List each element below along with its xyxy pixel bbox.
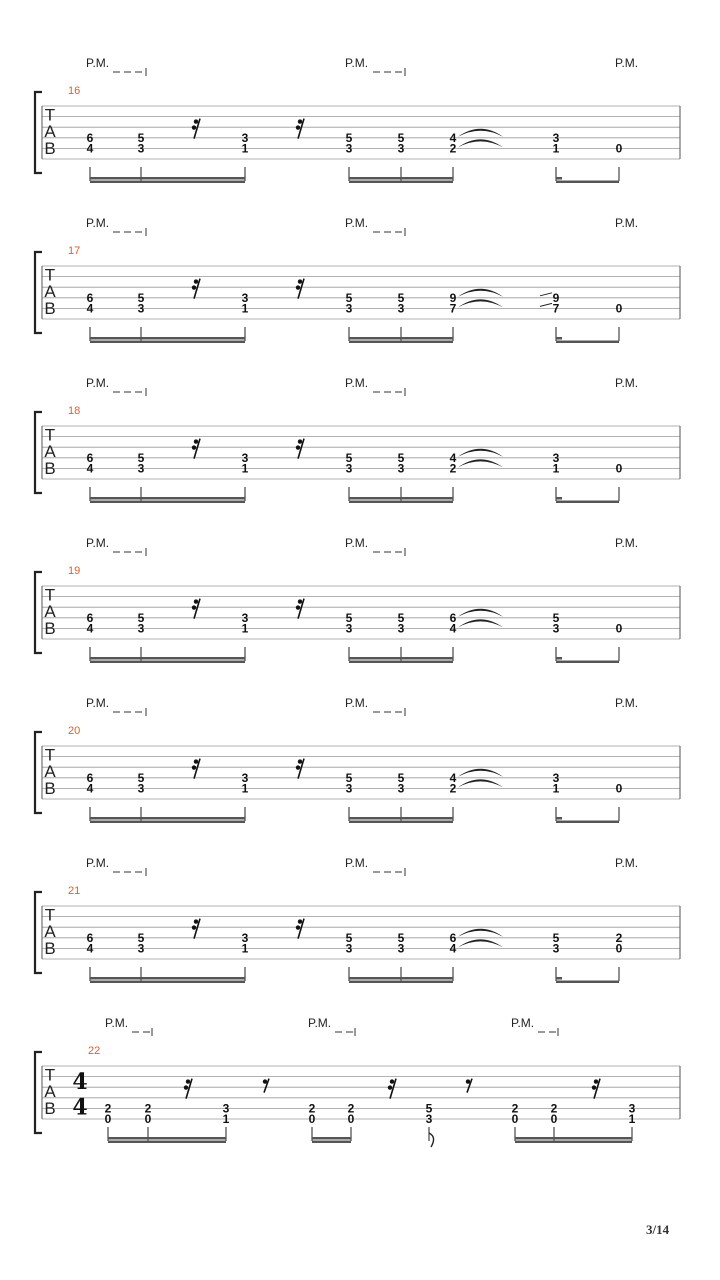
sixteenth-rest-flag xyxy=(298,919,302,923)
beam xyxy=(556,341,619,344)
fret-number: 5 xyxy=(137,930,145,945)
palm-mute-label: P.M. xyxy=(615,696,639,710)
fret-number: 7 xyxy=(449,301,457,316)
beam xyxy=(349,821,453,824)
tie-arc xyxy=(458,769,503,777)
time-signature-bottom: 4 xyxy=(72,1094,88,1121)
sixteenth-rest-flag xyxy=(192,925,196,929)
fret-number: 3 xyxy=(552,450,560,465)
beam xyxy=(349,657,453,660)
system-17 xyxy=(35,216,680,343)
system-20 xyxy=(35,696,680,823)
sixteenth-rest-flag xyxy=(296,125,300,129)
fret-number: 3 xyxy=(397,781,405,796)
tab-clef-b: B xyxy=(44,619,56,638)
sixteenth-rest-flag xyxy=(194,599,198,603)
sixteenth-rest-flag xyxy=(296,765,300,769)
fret-number: 1 xyxy=(241,781,249,796)
fret-number: 3 xyxy=(397,301,405,316)
palm-mute-label: P.M. xyxy=(615,216,639,230)
system-21 xyxy=(35,856,680,983)
system-22 xyxy=(35,1016,680,1147)
fret-number: 0 xyxy=(104,1112,112,1126)
measure-number: 17 xyxy=(68,245,81,257)
fret-number: 1 xyxy=(222,1112,230,1126)
fret-number: 5 xyxy=(345,130,353,145)
fret-number: 0 xyxy=(615,941,623,956)
measure-number: 19 xyxy=(68,565,81,577)
fret-number: 4 xyxy=(449,770,457,785)
tie-arc xyxy=(458,619,503,627)
fret-number: 3 xyxy=(241,450,249,465)
beam-stub xyxy=(556,497,562,500)
fret-number: 0 xyxy=(615,621,623,636)
palm-mute-label: P.M. xyxy=(86,376,110,390)
beam xyxy=(349,981,453,984)
fret-number: 7 xyxy=(552,301,560,316)
system-bracket xyxy=(35,572,42,653)
fret-number: 5 xyxy=(137,770,145,785)
sixteenth-rest-flag xyxy=(184,1085,188,1089)
system-bracket xyxy=(35,412,42,493)
sixteenth-rest-flag xyxy=(192,125,196,129)
fret-number: 1 xyxy=(241,621,249,636)
fret-number: 0 xyxy=(615,781,623,796)
fret-number: 3 xyxy=(345,621,353,636)
fret-number: 1 xyxy=(628,1112,636,1126)
fret-number: 6 xyxy=(449,610,457,625)
beam xyxy=(515,1137,632,1140)
fret-number: 3 xyxy=(397,941,405,956)
slide-mark xyxy=(540,303,552,306)
tab-clef-t: T xyxy=(44,745,56,765)
tab-clef-t: T xyxy=(44,905,56,925)
fret-number: 1 xyxy=(552,461,560,476)
sixteenth-rest-flag xyxy=(388,1085,392,1089)
tie-arc xyxy=(458,299,503,307)
fret-number: 5 xyxy=(345,290,353,305)
tab-clef-b: B xyxy=(44,939,56,958)
fret-number: 4 xyxy=(449,941,457,956)
sixteenth-rest-flag xyxy=(298,759,302,763)
sixteenth-rest-flag xyxy=(194,279,198,283)
fret-number: 1 xyxy=(241,941,249,956)
fret-number: 6 xyxy=(86,130,94,145)
tab-clef-a: A xyxy=(44,921,56,941)
fret-number: 5 xyxy=(397,770,405,785)
beam xyxy=(556,821,619,824)
beam xyxy=(349,337,453,340)
tab-clef-a: A xyxy=(44,121,56,141)
beam xyxy=(90,497,245,500)
palm-mute-label: P.M. xyxy=(308,1016,332,1030)
tab-clef-a: A xyxy=(44,601,56,621)
sixteenth-rest-flag xyxy=(194,119,198,123)
sixteenth-rest-flag xyxy=(296,445,300,449)
beam xyxy=(90,817,245,820)
palm-mute-label: P.M. xyxy=(345,56,369,70)
fret-number: 6 xyxy=(449,930,457,945)
palm-mute-label: P.M. xyxy=(615,856,639,870)
tab-clef-t: T xyxy=(44,105,56,125)
beam xyxy=(90,341,245,344)
tab-clef-t: T xyxy=(44,265,56,285)
sixteenth-rest-flag xyxy=(194,439,198,443)
fret-number: 5 xyxy=(397,930,405,945)
palm-mute-label: P.M. xyxy=(86,696,110,710)
system-bracket xyxy=(35,732,42,813)
palm-mute-label: P.M. xyxy=(345,696,369,710)
palm-mute-label: P.M. xyxy=(615,536,639,550)
fret-number: 3 xyxy=(241,130,249,145)
sixteenth-rest-flag xyxy=(592,1085,596,1089)
palm-mute-label: P.M. xyxy=(345,856,369,870)
fret-number: 5 xyxy=(425,1101,433,1116)
beam xyxy=(312,1141,351,1144)
measure-number: 16 xyxy=(68,85,81,97)
tie-arc xyxy=(458,779,503,787)
beam-stub xyxy=(556,977,562,980)
fret-number: 5 xyxy=(397,450,405,465)
tie-arc xyxy=(458,289,503,297)
fret-number: 3 xyxy=(552,130,560,145)
fret-number: 4 xyxy=(86,621,94,636)
fret-number: 3 xyxy=(397,141,405,156)
palm-mute-label: P.M. xyxy=(615,56,639,70)
fret-number: 3 xyxy=(241,290,249,305)
fret-number: 3 xyxy=(241,930,249,945)
fret-number: 3 xyxy=(345,461,353,476)
palm-mute-label: P.M. xyxy=(105,1016,129,1030)
beam xyxy=(90,177,245,180)
system-bracket xyxy=(35,252,42,333)
tie-arc xyxy=(458,129,503,137)
fret-number: 2 xyxy=(615,930,623,945)
tab-clef-b: B xyxy=(44,299,56,318)
palm-mute-label: P.M. xyxy=(86,56,110,70)
tab-clef-t: T xyxy=(44,1065,56,1085)
fret-number: 0 xyxy=(550,1112,558,1126)
fret-number: 2 xyxy=(511,1101,519,1116)
beam xyxy=(349,181,453,184)
sixteenth-rest-flag xyxy=(390,1079,394,1083)
measure-number: 18 xyxy=(68,405,81,417)
tab-clef-b: B xyxy=(44,139,56,158)
fret-number: 1 xyxy=(552,781,560,796)
tab-clef-b: B xyxy=(44,1099,56,1118)
fret-number: 3 xyxy=(241,770,249,785)
palm-mute-label: P.M. xyxy=(345,376,369,390)
beam xyxy=(556,661,619,664)
fret-number: 3 xyxy=(345,301,353,316)
fret-number: 5 xyxy=(137,610,145,625)
fret-number: 4 xyxy=(86,941,94,956)
fret-number: 3 xyxy=(222,1101,230,1116)
beam-stub xyxy=(556,657,562,660)
system-18 xyxy=(35,376,680,503)
system-bracket xyxy=(35,92,42,173)
fret-number: 0 xyxy=(615,141,623,156)
fret-number: 5 xyxy=(345,450,353,465)
beam xyxy=(90,981,245,984)
fret-number: 4 xyxy=(86,141,94,156)
fret-number: 5 xyxy=(397,290,405,305)
fret-number: 3 xyxy=(345,941,353,956)
fret-number: 9 xyxy=(449,290,457,305)
beam xyxy=(108,1141,226,1144)
tab-clef-a: A xyxy=(44,1081,56,1101)
fret-number: 3 xyxy=(137,461,145,476)
fret-number: 2 xyxy=(449,141,457,156)
fret-number: 5 xyxy=(345,610,353,625)
beam xyxy=(349,817,453,820)
beam-stub xyxy=(556,337,562,340)
beam xyxy=(349,497,453,500)
fret-number: 3 xyxy=(241,610,249,625)
beam xyxy=(90,501,245,504)
sixteenth-rest-flag xyxy=(192,285,196,289)
beam xyxy=(90,657,245,660)
fret-number: 4 xyxy=(86,461,94,476)
fret-number: 4 xyxy=(449,130,457,145)
fret-number: 3 xyxy=(552,941,560,956)
fret-number: 2 xyxy=(449,781,457,796)
beam xyxy=(515,1141,632,1144)
measure-number: 22 xyxy=(88,1045,101,1057)
fret-number: 0 xyxy=(144,1112,152,1126)
beam xyxy=(90,661,245,664)
system-bracket xyxy=(35,892,42,973)
fret-number: 3 xyxy=(137,141,145,156)
tie-arc xyxy=(458,939,503,947)
fret-number: 3 xyxy=(552,621,560,636)
beam xyxy=(556,981,619,984)
fret-number: 3 xyxy=(345,141,353,156)
sixteenth-rest-flag xyxy=(192,605,196,609)
system-16 xyxy=(35,56,680,183)
sixteenth-rest-flag xyxy=(192,445,196,449)
note-flag xyxy=(429,1133,434,1147)
tab-clef-a: A xyxy=(44,441,56,461)
page-number: 3/14 xyxy=(646,1222,670,1237)
fret-number: 6 xyxy=(86,930,94,945)
beam xyxy=(349,177,453,180)
palm-mute-label: P.M. xyxy=(86,856,110,870)
slide-mark xyxy=(540,293,552,296)
fret-number: 3 xyxy=(137,941,145,956)
sixteenth-rest-flag xyxy=(296,605,300,609)
beam xyxy=(90,977,245,980)
beam xyxy=(349,661,453,664)
tie-arc xyxy=(458,449,503,457)
fret-number: 1 xyxy=(241,141,249,156)
fret-number: 1 xyxy=(241,461,249,476)
fret-number: 3 xyxy=(397,461,405,476)
sixteenth-rest-flag xyxy=(298,279,302,283)
fret-number: 4 xyxy=(86,301,94,316)
tie-arc xyxy=(458,609,503,617)
sixteenth-rest-flag xyxy=(594,1079,598,1083)
fret-number: 3 xyxy=(628,1101,636,1116)
tab-clef-t: T xyxy=(44,425,56,445)
fret-number: 3 xyxy=(137,621,145,636)
sixteenth-rest-flag xyxy=(296,285,300,289)
fret-number: 2 xyxy=(308,1101,316,1116)
palm-mute-label: P.M. xyxy=(511,1016,535,1030)
fret-number: 3 xyxy=(552,770,560,785)
sixteenth-rest-flag xyxy=(296,925,300,929)
beam-stub xyxy=(556,177,562,180)
measure-number: 20 xyxy=(68,725,81,737)
fret-number: 0 xyxy=(615,301,623,316)
fret-number: 2 xyxy=(104,1101,112,1116)
fret-number: 5 xyxy=(137,290,145,305)
sixteenth-rest-flag xyxy=(186,1079,190,1083)
beam xyxy=(556,181,619,184)
tab-clef-b: B xyxy=(44,779,56,798)
beam xyxy=(349,341,453,344)
fret-number: 3 xyxy=(397,621,405,636)
tab-clef-t: T xyxy=(44,585,56,605)
fret-number: 4 xyxy=(86,781,94,796)
fret-number: 6 xyxy=(86,450,94,465)
tab-clef-a: A xyxy=(44,761,56,781)
fret-number: 3 xyxy=(137,301,145,316)
fret-number: 2 xyxy=(449,461,457,476)
fret-number: 0 xyxy=(347,1112,355,1126)
fret-number: 5 xyxy=(345,930,353,945)
fret-number: 2 xyxy=(550,1101,558,1116)
eighth-rest-flag xyxy=(263,1079,267,1083)
beam xyxy=(349,977,453,980)
fret-number: 4 xyxy=(449,450,457,465)
palm-mute-label: P.M. xyxy=(615,376,639,390)
sixteenth-rest-flag xyxy=(192,765,196,769)
fret-number: 5 xyxy=(137,450,145,465)
tie-arc xyxy=(458,459,503,467)
eighth-rest-flag xyxy=(466,1079,470,1083)
palm-mute-label: P.M. xyxy=(86,536,110,550)
fret-number: 2 xyxy=(144,1101,152,1116)
fret-number: 3 xyxy=(137,781,145,796)
tab-clef-a: A xyxy=(44,281,56,301)
beam-stub xyxy=(556,817,562,820)
palm-mute-label: P.M. xyxy=(345,536,369,550)
fret-number: 6 xyxy=(86,610,94,625)
fret-number: 6 xyxy=(86,770,94,785)
beam xyxy=(349,501,453,504)
fret-number: 5 xyxy=(137,130,145,145)
fret-number: 5 xyxy=(345,770,353,785)
beam xyxy=(312,1137,351,1140)
fret-number: 3 xyxy=(425,1112,433,1126)
beam xyxy=(90,337,245,340)
fret-number: 0 xyxy=(615,461,623,476)
measure-number: 21 xyxy=(68,885,81,897)
sixteenth-rest-flag xyxy=(194,919,198,923)
fret-number: 1 xyxy=(241,301,249,316)
sixteenth-rest-flag xyxy=(194,759,198,763)
sixteenth-rest-flag xyxy=(298,439,302,443)
fret-number: 4 xyxy=(449,621,457,636)
fret-number: 5 xyxy=(397,610,405,625)
time-signature-top: 4 xyxy=(72,1069,88,1096)
tie-arc xyxy=(458,929,503,937)
system-bracket xyxy=(35,1052,42,1133)
beam xyxy=(556,501,619,504)
fret-number: 0 xyxy=(308,1112,316,1126)
fret-number: 5 xyxy=(552,610,560,625)
fret-number: 5 xyxy=(552,930,560,945)
sixteenth-rest-flag xyxy=(298,119,302,123)
fret-number: 6 xyxy=(86,290,94,305)
sixteenth-rest-flag xyxy=(298,599,302,603)
fret-number: 0 xyxy=(511,1112,519,1126)
palm-mute-label: P.M. xyxy=(345,216,369,230)
fret-number: 5 xyxy=(397,130,405,145)
fret-number: 9 xyxy=(552,290,560,305)
tab-clef-b: B xyxy=(44,459,56,478)
beam xyxy=(90,181,245,184)
fret-number: 2 xyxy=(347,1101,355,1116)
fret-number: 3 xyxy=(345,781,353,796)
fret-number: 1 xyxy=(552,141,560,156)
tie-arc xyxy=(458,139,503,147)
beam xyxy=(108,1137,226,1140)
system-19 xyxy=(35,536,680,663)
palm-mute-label: P.M. xyxy=(86,216,110,230)
beam xyxy=(90,821,245,824)
